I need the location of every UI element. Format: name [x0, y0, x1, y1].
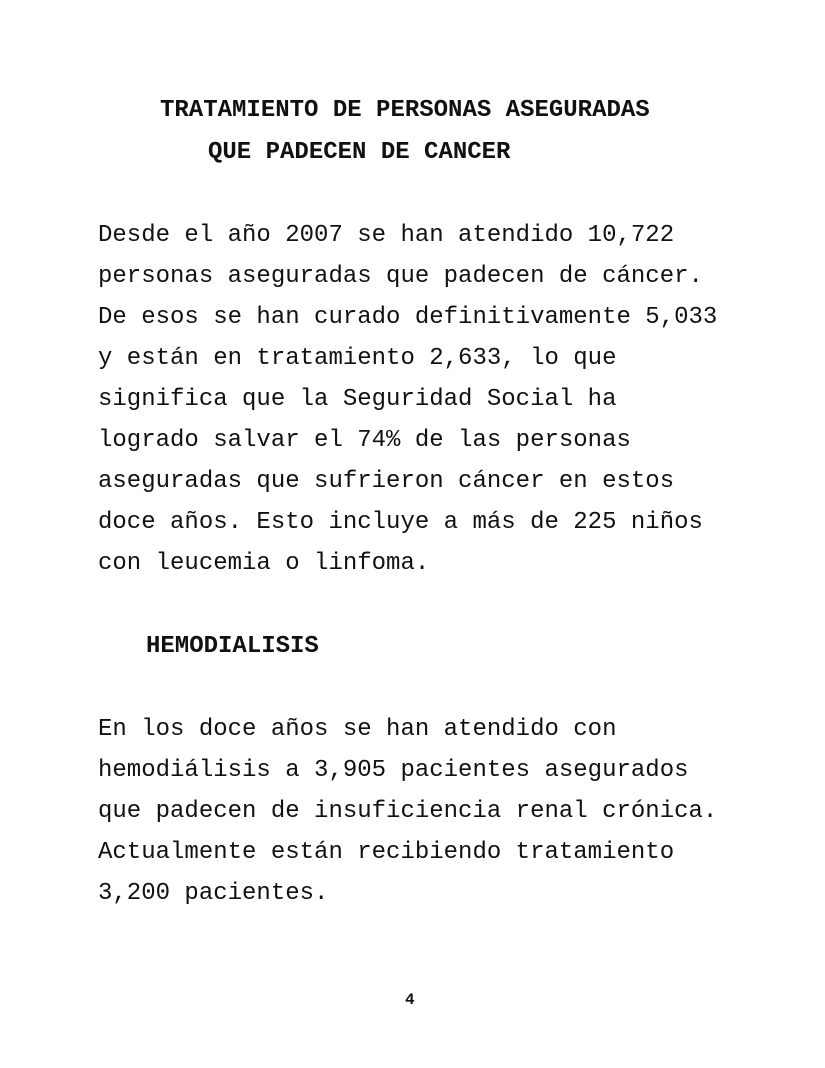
paragraph-line: hemodiálisis a 3,905 pacientes asegurados: [98, 757, 689, 784]
title-line-1: TRATAMIENTO DE PERSONAS ASEGURADAS: [160, 97, 650, 124]
paragraph-line: En los doce años se han atendido con: [98, 716, 617, 743]
paragraph-line: con leucemia o linfoma.: [98, 550, 430, 577]
paragraph-line: Desde el año 2007 se han atendido 10,722: [98, 222, 675, 249]
paragraph-line: que padecen de insuficiencia renal crónica.: [98, 798, 718, 825]
paragraph-line: De esos se han curado definitivamente 5,033: [98, 304, 718, 331]
page-number: 4: [405, 991, 415, 1009]
hemodialisis-heading: HEMODIALISIS: [146, 633, 319, 660]
paragraph-line: personas aseguradas que padecen de cáncer.: [98, 263, 703, 290]
paragraph-line: 3,200 pacientes.: [98, 880, 329, 907]
paragraph-line: significa que la Seguridad Social ha: [98, 386, 617, 413]
paragraph-line: y están en tratamiento 2,633, lo que: [98, 345, 617, 372]
title-line-2: QUE PADECEN DE CANCER: [208, 139, 511, 166]
paragraph-line: aseguradas que sufrieron cáncer en estos: [98, 468, 675, 495]
paragraph-line: Actualmente están recibiendo tratamiento: [98, 839, 675, 866]
paragraph-line: logrado salvar el 74% de las personas: [98, 427, 631, 454]
paragraph-line: doce años. Esto incluye a más de 225 niños: [98, 509, 703, 536]
